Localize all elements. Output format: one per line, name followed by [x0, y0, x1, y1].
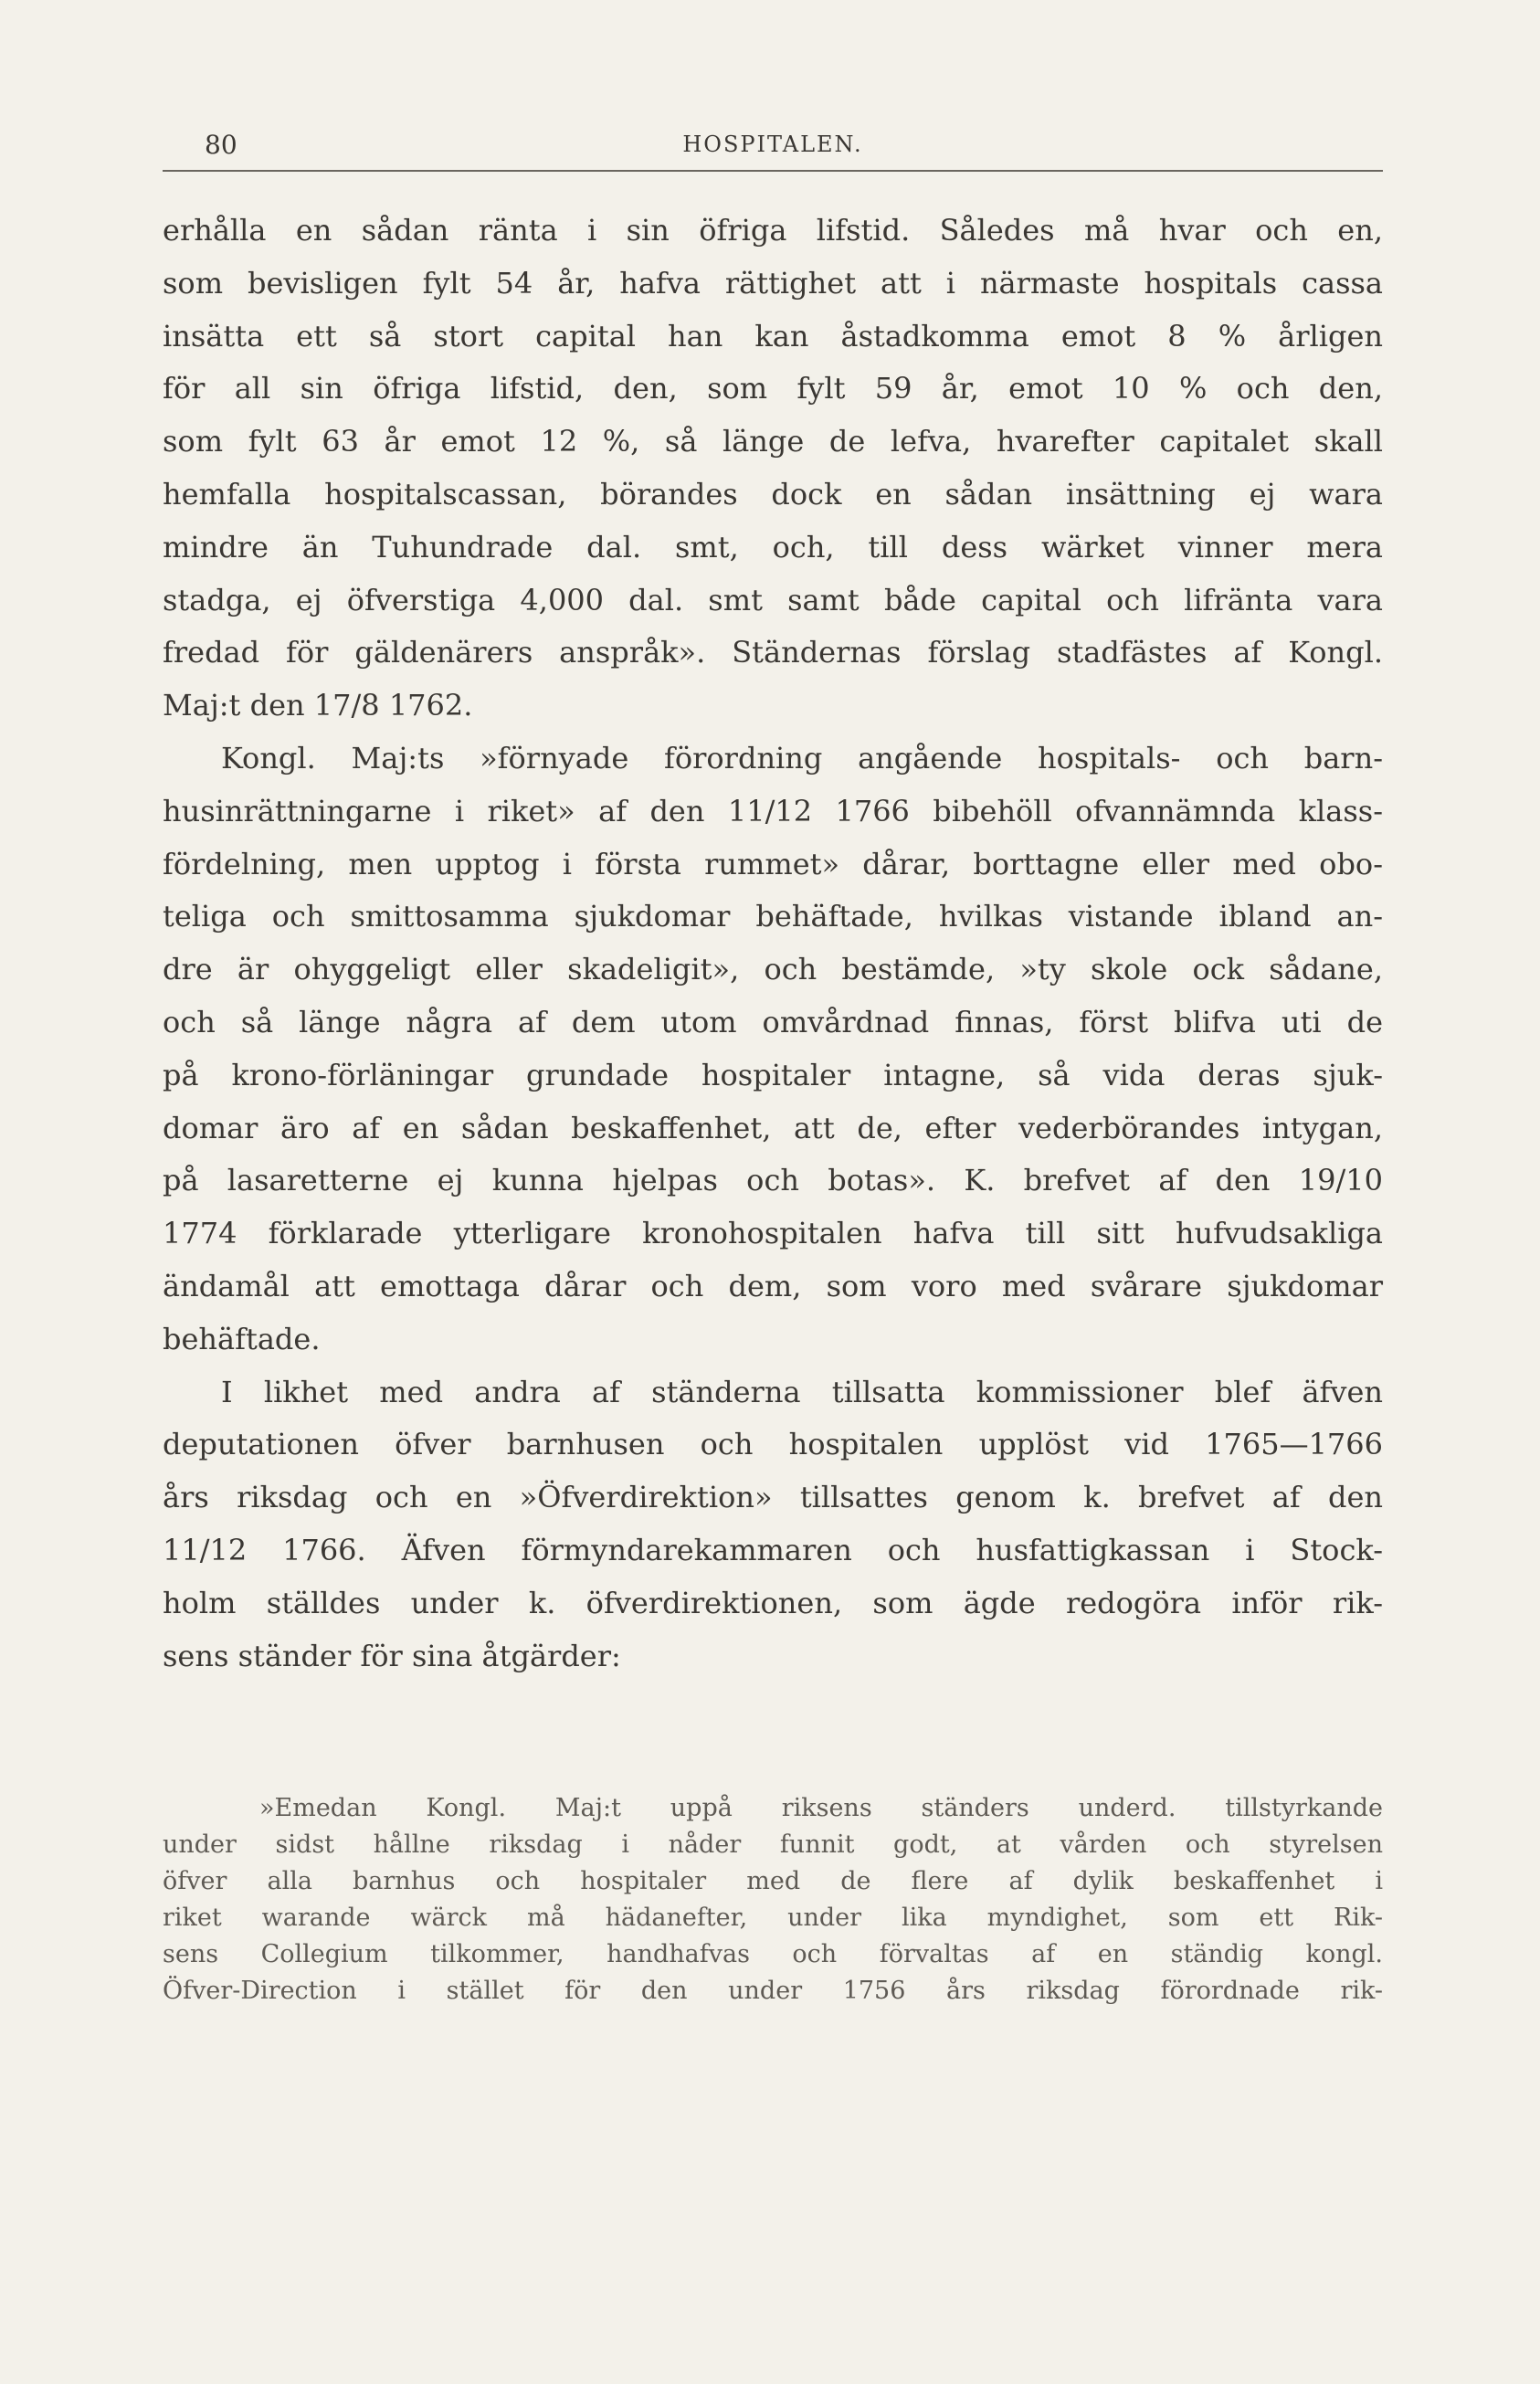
page-number: 80: [205, 130, 237, 160]
text-line: Maj:t den 17/8 1762.: [163, 688, 473, 723]
quote-line: sens Collegium tilkommer, handhafvas och förvaltas af en ständig kongl.: [163, 1940, 1383, 1968]
text-line: teliga och smittosamma sjukdomar behäftade, hvilkas vistande ibland an-: [163, 899, 1383, 934]
quote-line: Öfver-Direction i stället för den under 1756 års riksdag förordnade rik-: [163, 1977, 1383, 2005]
text-line: insätta ett så stort capital han kan åstadkomma emot 8 % årligen: [163, 318, 1383, 353]
text-line: I likhet med andra af ständerna tillsatta kommissioner blef äfven: [221, 1374, 1383, 1409]
text-line: hemfalla hospitalscassan, börandes dock en sådan insättning ej wara: [163, 476, 1383, 512]
text-line: på krono-förläningar grundade hospitaler intagne, så vida deras sjuk-: [163, 1057, 1383, 1092]
quote-line: »Emedan Kongl. Maj:t uppå riksens ständers underd. tillstyrkande: [259, 1794, 1383, 1822]
block-quote: [163, 1790, 1383, 2010]
text-line: 11/12 1766. Äfven förmyndarekammaren och husfattigkassan i Stock-: [163, 1532, 1383, 1567]
quote-line: riket warande wärck må hädanefter, under lika myndighet, som ett Rik-: [163, 1904, 1383, 1932]
text-line: fördelning, men upptog i första rummet» dårar, borttagne eller med obo-: [163, 846, 1383, 881]
text-line: holm ställdes under k. öfverdirektionen, som ägde redogöra inför rik-: [163, 1585, 1383, 1620]
quote-line: öfver alla barnhus och hospitaler med de flere af dylik beskaffenhet i: [163, 1867, 1383, 1895]
text-line: erhålla en sådan ränta i sin öfriga lifstid. Således må hvar och en,: [163, 213, 1383, 248]
text-line: husinrättningarne i riket» af den 11/12 1766 bibehöll ofvannämnda klass-: [163, 793, 1383, 828]
text-line: stadga, ej öfverstiga 4,000 dal. smt samt både capital och lifränta vara: [163, 582, 1383, 617]
text-line: 1774 förklarade ytterligare kronohospitalen hafva till sitt hufvudsakliga: [163, 1216, 1383, 1251]
text-line: fredad för gäldenärers anspråk». Ständernas förslag stadfästes af Kongl.: [163, 635, 1383, 670]
quote-line: under sidst hållne riksdag i nåder funnit godt, at vården och styrelsen: [163, 1830, 1383, 1859]
page-header: [163, 130, 1383, 172]
text-line: som bevisligen fylt 54 år, hafva rättighet att i närmaste hospitals cassa: [163, 265, 1383, 301]
text-line: dre är ohyggeligt eller skadeligit», och bestämde, »ty skole ock sådane,: [163, 952, 1383, 987]
text-line: sens ständer för sina åtgärder:: [163, 1638, 621, 1673]
text-line: ändamål att emottaga dårar och dem, som voro med svårare sjukdomar: [163, 1268, 1383, 1303]
body-text: [163, 205, 1383, 1683]
text-line: Kongl. Maj:ts »förnyade förordning angående hospitals- och barn-: [221, 740, 1383, 775]
text-line: deputationen öfver barnhusen och hospitalen upplöst vid 1765—1766: [163, 1427, 1383, 1462]
text-line: och så länge några af dem utom omvårdnad finnas, först blifva uti de: [163, 1004, 1383, 1039]
text-line: för all sin öfriga lifstid, den, som fylt 59 år, emot 10 % och den,: [163, 371, 1383, 406]
running-head: HOSPITALEN.: [682, 132, 863, 157]
text-line: domar äro af en sådan beskaffenhet, att de, efter vederbörandes intygan,: [163, 1110, 1383, 1145]
text-line: behäftade.: [163, 1321, 321, 1356]
text-line: års riksdag och en »Öfverdirektion» tillsattes genom k. brefvet af den: [163, 1480, 1383, 1515]
text-line: på lasaretterne ej kunna hjelpas och botas». K. brefvet af den 19/10: [163, 1163, 1383, 1198]
text-line: som fylt 63 år emot 12 %, så länge de lefva, hvarefter capitalet skall: [163, 424, 1383, 459]
text-line: mindre än Tuhundrade dal. smt, och, till dess wärket vinner mera: [163, 529, 1383, 564]
